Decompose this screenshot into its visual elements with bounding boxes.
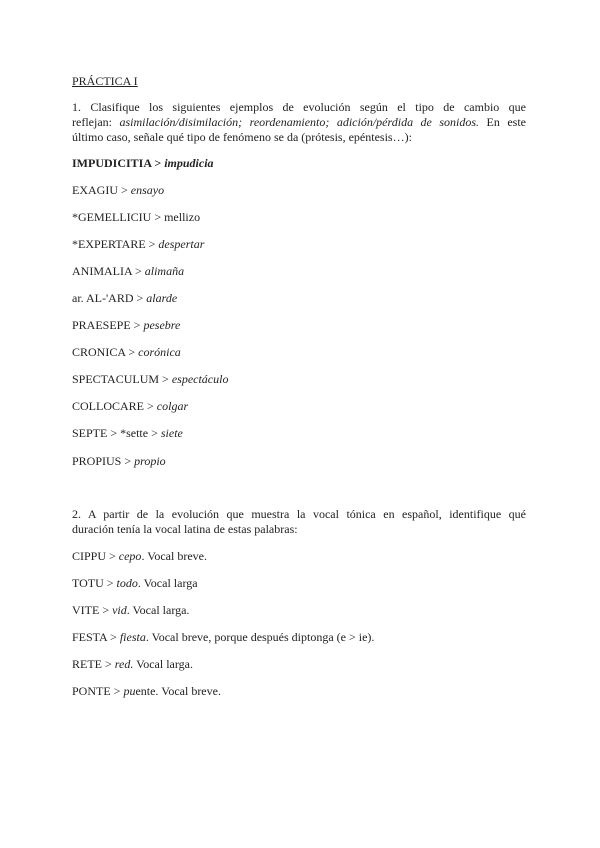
section1-line2-prefix: reflejan: bbox=[72, 115, 120, 129]
example-result: fiesta bbox=[119, 630, 146, 644]
example-result: red. bbox=[114, 657, 134, 671]
example-latin: PONTE > bbox=[72, 684, 124, 698]
section2-line1: 2. A partir de la evolución que muestra la vocal tónica en español, identifique qué bbox=[72, 507, 526, 521]
example-latin: PRAESEPE > bbox=[72, 318, 144, 332]
example-row bbox=[72, 603, 189, 618]
section1-line3: último caso, señale qué tipo de fenómeno se da (prótesis, epéntesis…): bbox=[72, 130, 412, 144]
example-row bbox=[72, 684, 221, 699]
section1-line2-italic: asimilación/disimilación; reordenamiento; adición/pérdida de sonidos. bbox=[119, 115, 480, 129]
example-latin: CIPPU > bbox=[72, 549, 119, 563]
example-row bbox=[72, 630, 374, 645]
section2-instructions bbox=[72, 507, 526, 537]
example-row bbox=[72, 549, 207, 564]
example-result: pu bbox=[123, 684, 136, 698]
example-latin: FESTA > bbox=[72, 630, 120, 644]
example-row bbox=[72, 345, 181, 360]
example-row bbox=[72, 372, 228, 387]
example-row bbox=[72, 657, 193, 672]
example-result: corónica bbox=[138, 345, 181, 359]
example-row bbox=[72, 454, 166, 469]
example-row bbox=[72, 210, 200, 225]
example-result: impudicia bbox=[164, 156, 214, 170]
example-latin: TOTU > bbox=[72, 576, 117, 590]
example-result: colgar bbox=[156, 399, 189, 413]
example-result: todo bbox=[116, 576, 138, 590]
example-latin: *GEMELLICIU > mellizo bbox=[72, 210, 201, 224]
section1-instructions bbox=[72, 100, 526, 145]
example-note: ente. Vocal breve. bbox=[135, 684, 221, 698]
example-row bbox=[72, 264, 184, 279]
example-result: propio bbox=[134, 454, 166, 468]
example-latin: COLLOCARE > bbox=[72, 399, 157, 413]
example-result: espectáculo bbox=[171, 372, 229, 386]
example-latin: ar. AL-'ARD > bbox=[72, 291, 147, 305]
example-latin: SPECTACULUM > bbox=[72, 372, 172, 386]
example-row bbox=[72, 237, 204, 252]
section1-line2 bbox=[72, 115, 526, 130]
example-result: alimaña bbox=[144, 264, 185, 278]
example-latin: RETE > bbox=[72, 657, 115, 671]
example-row bbox=[72, 183, 164, 198]
example-result: despertar bbox=[158, 237, 205, 251]
section1-line1: 1. Clasifique los siguientes ejemplos de evolución según el tipo de cambio que bbox=[72, 100, 526, 114]
example-row bbox=[72, 399, 188, 414]
example-latin: SEPTE > *sette > bbox=[72, 426, 161, 440]
example-row bbox=[72, 291, 177, 306]
section1-line2-suffix: En este bbox=[479, 115, 526, 129]
example-row bbox=[72, 576, 198, 591]
example-row bbox=[72, 426, 183, 441]
example-note: . Vocal breve. bbox=[141, 549, 207, 563]
example-result: alarde bbox=[146, 291, 178, 305]
example-result: ensayo bbox=[130, 183, 165, 197]
example-row bbox=[72, 318, 180, 333]
example-result: vid bbox=[112, 603, 127, 617]
example-latin: PROPIUS > bbox=[72, 454, 135, 468]
example-result: cepo bbox=[118, 549, 142, 563]
page-title: PRÁCTICA I bbox=[72, 74, 138, 88]
example-row bbox=[72, 156, 214, 171]
example-result: pesebre bbox=[143, 318, 181, 332]
example-latin: ANIMALIA > bbox=[72, 264, 145, 278]
example-note: . Vocal larga. bbox=[126, 603, 190, 617]
example-latin: CRONICA > bbox=[72, 345, 139, 359]
example-note: . Vocal larga bbox=[137, 576, 198, 590]
example-result: siete bbox=[160, 426, 183, 440]
example-latin: EXAGIU > bbox=[72, 183, 131, 197]
example-latin: *EXPERTARE > bbox=[72, 237, 159, 251]
section2-line2: duración tenía la vocal latina de estas palabras: bbox=[72, 522, 298, 536]
example-latin: VITE > bbox=[72, 603, 113, 617]
example-latin: IMPUDICITIA > bbox=[72, 156, 165, 170]
example-note: Vocal larga. bbox=[133, 657, 193, 671]
example-note: . Vocal breve, porque después diptonga (e > ie). bbox=[145, 630, 375, 644]
